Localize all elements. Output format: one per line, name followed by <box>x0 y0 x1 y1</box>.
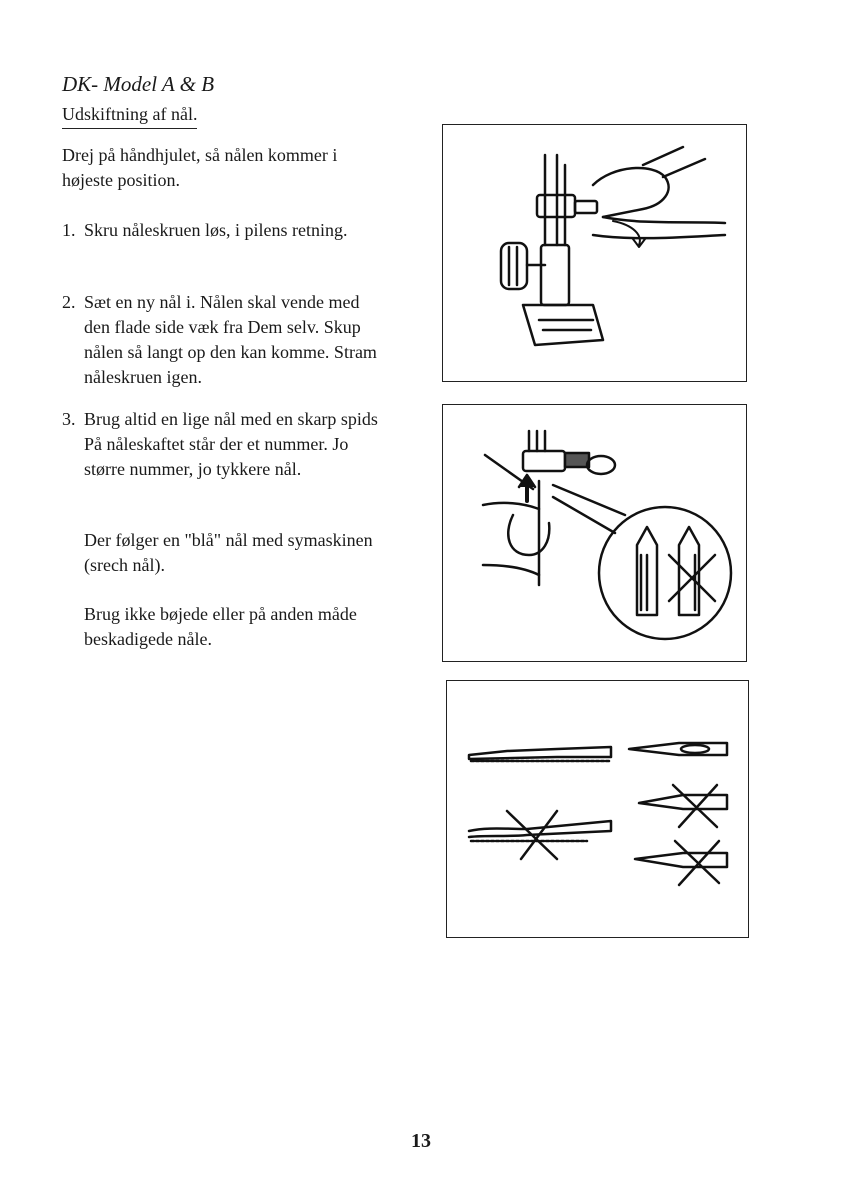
figure-needle-screw <box>442 124 747 382</box>
step-number: 2. <box>62 292 76 312</box>
step-number: 1. <box>62 220 76 240</box>
step-2 <box>62 290 382 390</box>
step-1 <box>62 218 382 243</box>
step-text: Skru nåleskruen løs, i pilens retning. <box>84 220 348 240</box>
needle-insert-illustration <box>443 405 746 661</box>
page-number: 13 <box>411 1130 431 1152</box>
section-title: Udskiftning af nål. <box>62 104 197 129</box>
note-blue-needle: Der følger en "blå" nål med symaskinen (srech nål). <box>84 530 373 575</box>
figure-needle-insert <box>442 404 747 662</box>
step-text: Sæt en ny nål i. Nålen skal vende med den flade side væk fra Dem selv. Skup nålen så langt op den kan komme. Stram nåleskruen igen. <box>84 292 377 387</box>
page-heading: DK- Model A & B <box>62 72 215 96</box>
needle-types-illustration <box>447 681 748 937</box>
intro-text: Drej på håndhjulet, så nålen kommer i højeste position. <box>62 145 338 190</box>
step-number: 3. <box>62 409 76 429</box>
figure-needle-types <box>446 680 749 938</box>
note-damaged-needles: Brug ikke bøjede eller på anden måde beskadigede nåle. <box>84 604 357 649</box>
step-text: Brug altid en lige nål med en skarp spids På nåleskaftet står der et nummer. Jo større nummer, jo tykkere nål. <box>84 409 378 479</box>
needle-screw-loosen-illustration <box>443 125 746 381</box>
step-3 <box>62 407 382 482</box>
